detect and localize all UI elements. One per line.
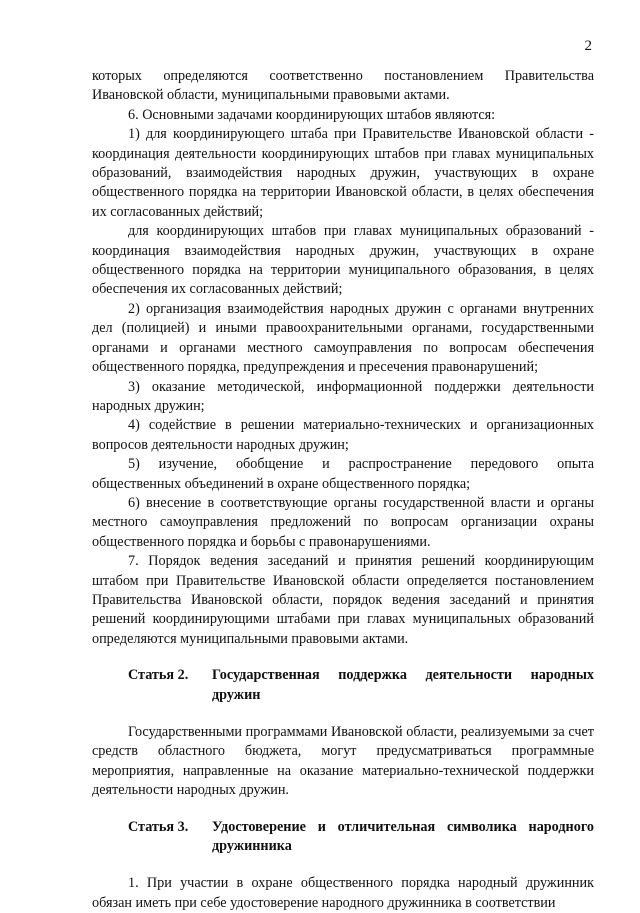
article-2-heading	[92, 666, 594, 705]
paragraph: 3) оказание методической, информационной поддержки деятельности народных дружин;	[92, 378, 594, 414]
article-3-label: Статья 3.	[128, 818, 189, 835]
article-3-heading	[92, 818, 594, 857]
paragraph: 2) организация взаимодействия народных дружин с органами внутренних дел (полицией) и иными правоохранительными органами, государственными органами и органами местного самоуправления по вопросам обеспечения общественного порядка, предупреждения и пресечения правонарушений;	[92, 300, 594, 376]
paragraph: для координирующих штабов при главах муниципальных образований - координация взаимодействия народных дружин, участвующих в охране общественного порядка на территории муниципального образования, в целях обеспечения их согласованных действий;	[92, 223, 594, 298]
paragraph: которых определяются соответственно постановлением Правительства Ивановской области, муниципальными правовыми актами.	[92, 68, 594, 104]
article-2-title: Государственная поддержка деятельности народных дружин	[212, 667, 594, 703]
article-2-body: Государственными программами Ивановской области, реализуемыми за счет средств областного бюджета, могут предусматриваться программные мероприятия, направленные на оказание материально-технической поддержки деятельности народных дружин.	[92, 724, 594, 799]
paragraph: 6) внесение в соответствующие органы государственной власти и органы местного самоуправления предложений по вопросам организации охраны общественного порядка и борьбы с правонарушениями.	[92, 494, 594, 550]
paragraph: 5) изучение, обобщение и распространение передового опыта общественных объединений в охране общественного порядка;	[92, 456, 594, 492]
article-3-body: 1. При участии в охране общественного порядка народный дружинник обязан иметь при себе удостоверение народного дружинника в соответствии	[92, 875, 594, 911]
paragraph: 4) содействие в решении материально-технических и организационных вопросов деятельности народных дружин;	[92, 417, 594, 453]
article-2-label: Статья 2.	[128, 667, 189, 684]
article-3-title: Удостоверение и отличительная символика народного дружинника	[212, 818, 594, 855]
page-number: 2	[584, 38, 592, 54]
paragraph: 7. Порядок ведения заседаний и принятия решений координирующим штабом при Правительстве Ивановской области определяется постановлением Правительства Ивановской области, порядок ведения заседаний и принятия решений координирующими штабами при главах муниципальных образований определяются муниципальными правовыми актами.	[92, 553, 594, 647]
paragraph: 1) для координирующего штаба при Правительстве Ивановской области - координация деятельности координирующих штабов при главах муниципальных образований, взаимодействия народных дружин, участвующих в охране общественного порядка на территории Ивановской области, в целях обеспечения их согласованных действий;	[92, 126, 594, 220]
paragraph: 6. Основными задачами координирующих штабов являются:	[128, 106, 496, 123]
document-body	[92, 67, 594, 913]
